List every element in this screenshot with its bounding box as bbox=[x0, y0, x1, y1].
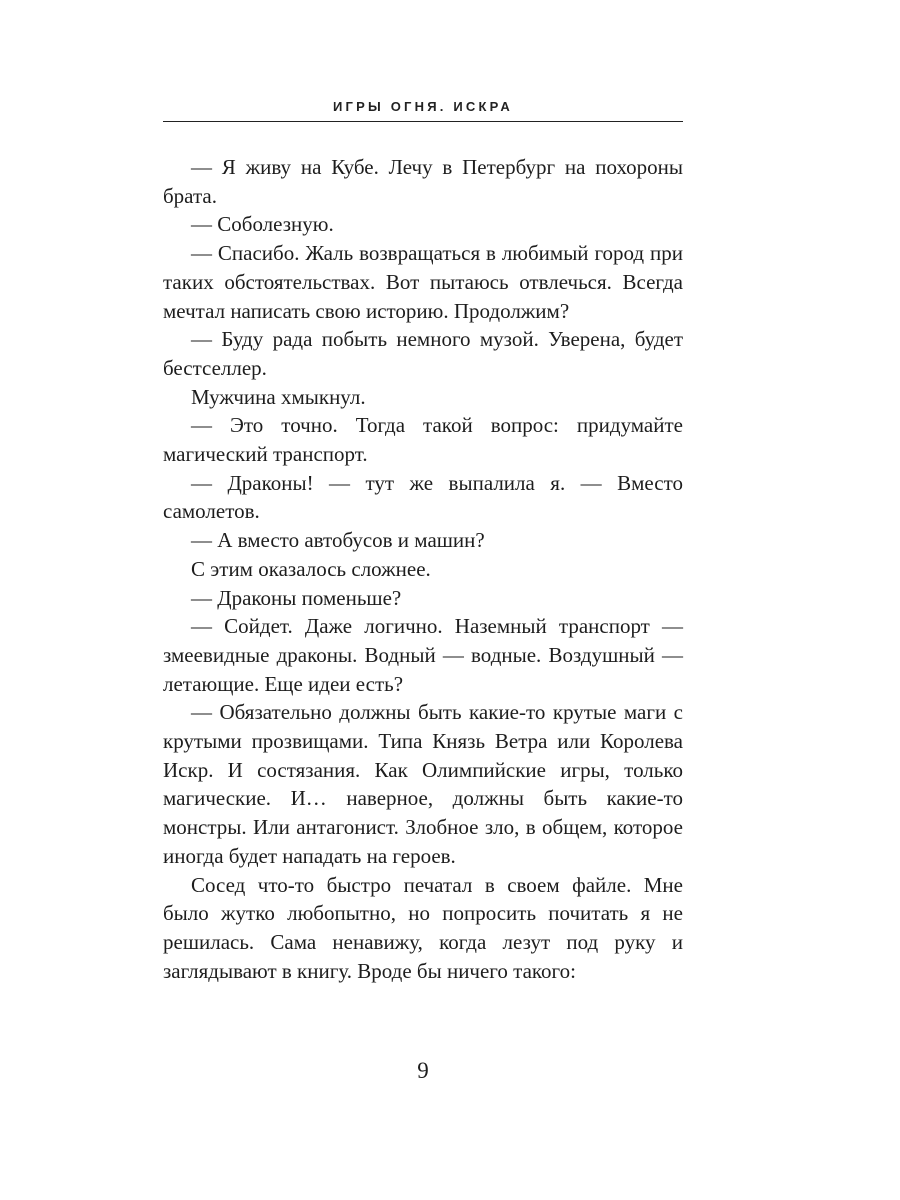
paragraph: — Я живу на Кубе. Лечу в Петербург на похороны брата. bbox=[163, 155, 683, 208]
paragraph: Мужчина хмыкнул. bbox=[191, 384, 366, 409]
paragraph: — А вместо автобусов и машин? bbox=[191, 528, 485, 553]
page-number: 9 bbox=[417, 1058, 429, 1083]
paragraph: — Драконы! — тут же выпалила я. — Вместо самолетов. bbox=[163, 470, 683, 524]
paragraph: — Соболезную. bbox=[191, 212, 334, 237]
paragraph: Сосед что-то быстро печатал в своем файле. Мне было жутко любопытно, но попросить почитать я не решилась. Сама ненавижу, когда лезут под руку и заглядывают в книгу. Вроде бы ничего такого: bbox=[163, 872, 683, 983]
paragraph: С этим оказалось сложнее. bbox=[191, 556, 431, 581]
running-header-title: ИГРЫ ОГНЯ. ИСКРА bbox=[333, 99, 513, 114]
page-body-text bbox=[163, 153, 683, 985]
paragraph: — Спасибо. Жаль возвращаться в любимый город при таких обстоятельствах. Вот пытаюсь отвлечься. Всегда мечтал написать свою историю. Продолжим? bbox=[163, 241, 683, 323]
paragraph: — Сойдет. Даже логично. Наземный транспорт — змеевидные драконы. Водный — водные. Воздушный — летающие. Еще идеи есть? bbox=[163, 614, 683, 696]
header-divider bbox=[163, 121, 683, 122]
paragraph: — Обязательно должны быть какие-то крутые маги с крутыми прозвищами. Типа Князь Ветра или Королева Искр. И состязания. Как Олимпийские игры, только магические. И… наверное, должны быть какие-то монстры. Или антагонист. Злобное зло, в общем, которое иногда будет нападать на героев. bbox=[163, 700, 683, 868]
paragraph: — Это точно. Тогда такой вопрос: придумайте магический транспорт. bbox=[163, 413, 683, 467]
paragraph: — Драконы поменьше? bbox=[191, 585, 402, 610]
paragraph: — Буду рада побыть немного музой. Уверена, будет бестселлер. bbox=[163, 327, 683, 380]
